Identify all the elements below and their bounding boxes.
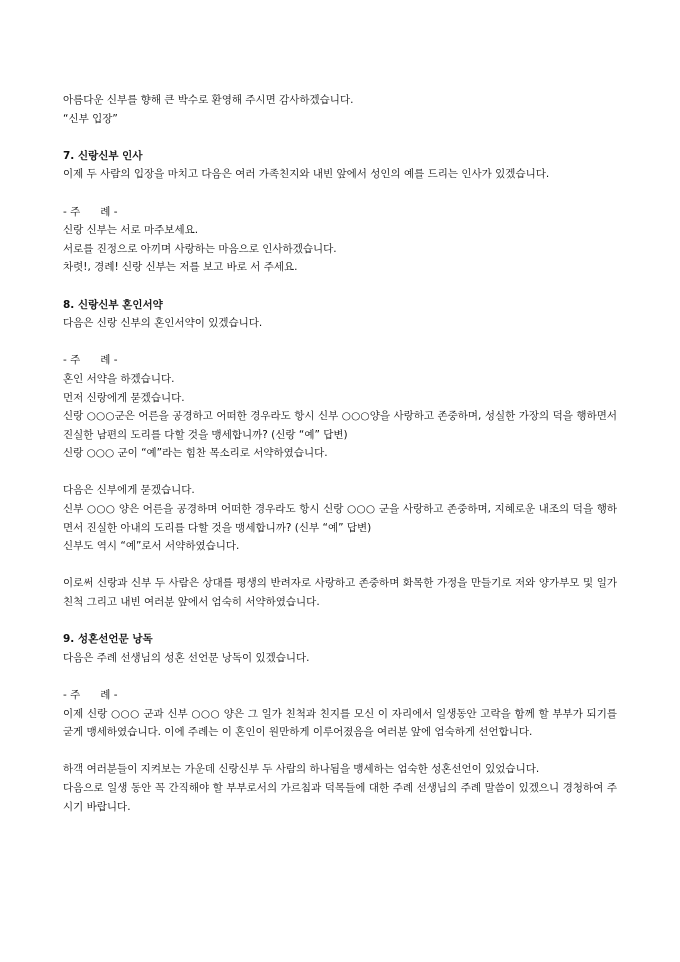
section-8-groom-vow: 신랑 ○○○군은 어른을 공경하고 어떠한 경우라도 항시 신부 ○○○양을 사랑하고 존중하며, 성실한 가장의 덕을 행하면서 진실한 남편의 도리를 다할 것을 맹세합니까? (신랑 “예” 답변) bbox=[63, 410, 617, 441]
section-7-line-2: 서로를 진정으로 아끼며 사랑하는 마음으로 인사하겠습니다. bbox=[63, 242, 337, 255]
section-9-closing-1: 하객 여러분들이 지켜보는 가운데 신랑신부 두 사람의 하나됨을 맹세하는 엄숙한 성혼선언이 있었습니다. bbox=[63, 763, 540, 776]
section-8-line-1: 혼인 서약을 하겠습니다. bbox=[63, 372, 175, 385]
spacer bbox=[63, 612, 617, 631]
section-8-bride-vow: 신부 ○○○ 양은 어른을 공경하며 어떠한 경우라도 항시 신랑 ○○○ 군을 사랑하고 존중하며, 지혜로운 내조의 덕을 행하면서 진실한 아내의 도리를 다할 것을 맹세합니까? (신부 “예” 답변) bbox=[63, 503, 617, 534]
section-7-line-1: 신랑 신부는 서로 마주보세요. bbox=[63, 224, 199, 237]
section-8-line-2: 먼저 신랑에게 묻겠습니다. bbox=[63, 391, 185, 404]
intro-line-2: “신부 입장” bbox=[63, 112, 118, 125]
document-page bbox=[63, 91, 617, 816]
spacer bbox=[63, 184, 617, 203]
section-8-bride-ask: 다음은 신부에게 묻겠습니다. bbox=[63, 484, 195, 497]
section-9-officiant-label: - 주 례 - bbox=[63, 689, 118, 701]
spacer bbox=[63, 277, 617, 296]
section-9-text: 다음은 주례 선생님의 성혼 선언문 낭독이 있겠습니다. bbox=[63, 651, 310, 664]
section-8-bride-answer: 신부도 역시 “예”로서 서약하였습니다. bbox=[63, 540, 240, 553]
spacer bbox=[63, 463, 617, 482]
section-7-text: 이제 두 사람의 입장을 마치고 다음은 여러 가족친지와 내빈 앞에서 성인의 예를 드리는 인사가 있겠습니다. bbox=[63, 168, 550, 181]
section-9-closing-2: 다음으로 일생 동안 꼭 간직해야 할 부부로서의 가르침과 덕목들에 대한 주례 선생님의 주례 말씀이 있겠으니 경청하여 주시기 바랍니다. bbox=[63, 781, 617, 813]
spacer bbox=[63, 556, 617, 575]
section-8-text: 다음은 신랑 신부의 혼인서약이 있겠습니다. bbox=[63, 317, 263, 330]
section-8-groom-answer: 신랑 ○○○ 군이 “예”라는 힘찬 목소리로 서약하였습니다. bbox=[63, 447, 328, 460]
section-8-heading: 8. 신랑신부 혼인서약 bbox=[63, 298, 163, 311]
section-7-officiant-label: - 주 례 - bbox=[63, 205, 118, 218]
intro-line-1: 아름다운 신부를 향해 큰 박수로 환영해 주시면 감사하겠습니다. bbox=[63, 94, 354, 106]
section-8-conclusion: 이로써 신랑과 신부 두 사람은 상대를 평생의 반려자로 사랑하고 존중하며 화목한 가정을 만들기로 저와 양가부모 및 일가친척 그리고 내빈 여러분 앞에서 엄숙히 서약하였습니다. bbox=[63, 577, 617, 609]
section-9-heading: 9. 성혼선언문 낭독 bbox=[63, 633, 153, 646]
section-9-declaration: 이제 신랑 ○○○ 군과 신부 ○○○ 양은 그 일가 친척과 친지를 모신 이 자리에서 일생동안 고락을 함께 할 부부가 되기를 굳게 맹세하였습니다. 이에 주례는 이 혼인이 원만하게 이루어졌음을 여러분 앞에 엄숙하게 선언합니다. bbox=[63, 707, 617, 739]
spacer bbox=[63, 333, 617, 352]
section-8-officiant-label: - 주 례 - bbox=[63, 354, 118, 367]
spacer bbox=[63, 667, 617, 686]
section-7-line-3: 차렷!, 경례! 신랑 신부는 저를 보고 바로 서 주세요. bbox=[63, 261, 298, 274]
spacer bbox=[63, 128, 617, 147]
spacer bbox=[63, 742, 617, 761]
section-7-heading: 7. 신랑신부 인사 bbox=[63, 149, 143, 162]
